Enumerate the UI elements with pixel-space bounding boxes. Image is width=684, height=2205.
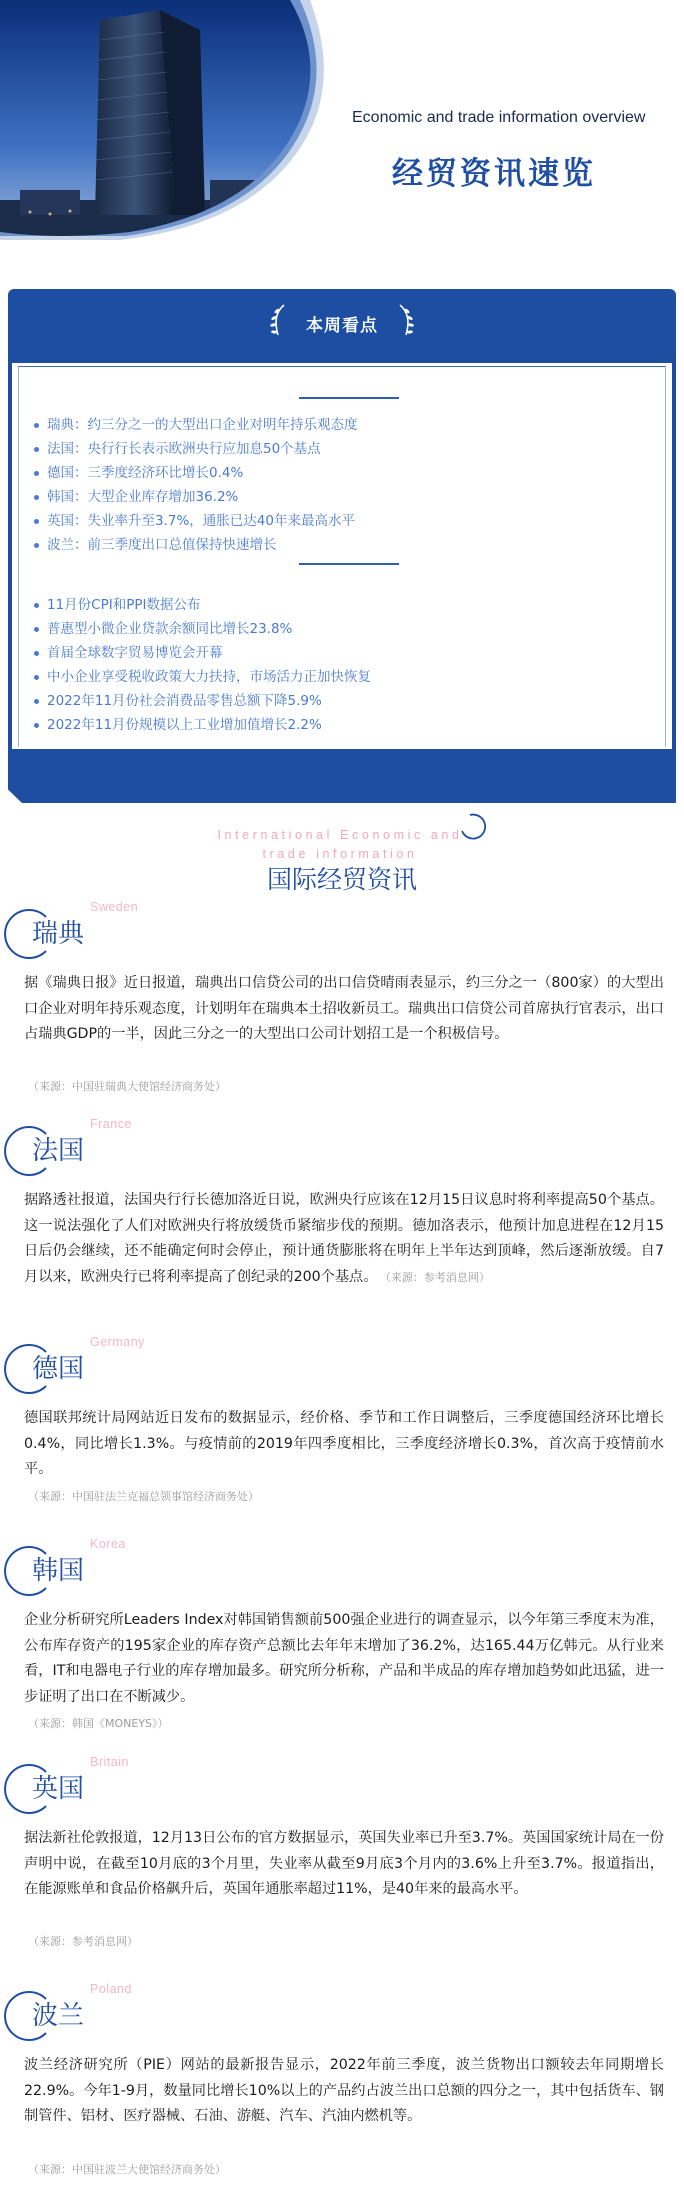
highlight-item[interactable]	[34, 509, 358, 533]
country-name-en: Germany	[90, 1335, 145, 1349]
highlight-link[interactable]: 德国：三季度经济环比增长0.4%	[47, 465, 244, 481]
country-name: 瑞典	[32, 919, 85, 949]
highlights-divider-2	[299, 563, 399, 565]
country-article-text	[24, 1188, 664, 1290]
highlight-item[interactable]	[34, 413, 358, 437]
highlight-item[interactable]	[34, 641, 371, 665]
highlight-item[interactable]	[34, 665, 371, 689]
header-title-cn: 经贸资讯速览	[392, 156, 596, 192]
highlights-divider-1	[299, 397, 399, 399]
highlight-link[interactable]: 2022年11月份规模以上工业增加值增长2.2%	[47, 717, 322, 733]
country-article-text: 波兰经济研究所（PIE）网站的最新报告显示，2022年前三季度，波兰货物出口额较去年同期增长22.9%。今年1-9月，数量同比增长10%以上的产品约占波兰出口总额的四分之一，其中包括货车、钢制管件、铝材、医疗器械、石油、游艇、汽车、汽油内燃机等。	[24, 2057, 664, 2124]
highlight-link[interactable]: 韩国：大型企业库存增加36.2%	[47, 489, 239, 505]
country-source: （来源：参考消息网）	[385, 1270, 490, 1284]
country-name: 韩国	[32, 1556, 85, 1586]
highlights-group-2	[34, 593, 371, 737]
highlight-item[interactable]	[34, 689, 371, 713]
country-name-en: Korea	[90, 1537, 126, 1551]
country-article-body: 据路透社报道，法国央行行长德加洛近日说，欧洲央行应该在12月15日议息时将利率提高50个基点。这一说法强化了人们对欧洲央行将放缓货币紧缩步伐的预期。德加洛表示，他预计加息进程在12月15日后仍会继续，还不能确定何时会停止，预计通货膨胀将在明年上半年达到顶峰，然后逐渐放缓。自7月以来，欧洲央行已将利率提高了创纪录的200个基点。	[24, 1192, 664, 1285]
laurel-right-icon	[390, 301, 420, 339]
country-name-en: France	[90, 1117, 132, 1131]
country-article-text: 德国联邦统计局网站近日发布的数据显示，经价格、季节和工作日调整后，三季度德国经济环比增长0.4%，同比增长1.3%。与疫情前的2019年四季度相比，三季度经济增长0.3%，首次高于疫情前水平。	[24, 1410, 664, 1477]
highlight-link[interactable]: 2022年11月份社会消费品零售总额下降5.9%	[47, 693, 322, 709]
highlights-group-1	[34, 413, 358, 557]
highlight-item[interactable]	[34, 533, 358, 557]
highlight-link[interactable]: 英国：失业率升至3.7%，通胀已达40年来最高水平	[47, 513, 355, 529]
country-source: （来源：韩国《MONEYS》）	[28, 1717, 169, 1730]
hero-skyscraper-image	[0, 0, 330, 240]
country-source: （来源：中国驻法兰克福总领事馆经济商务处）	[28, 1490, 259, 1503]
highlight-link[interactable]: 波兰：前三季度出口总值保持快速增长	[47, 537, 277, 553]
highlight-link[interactable]: 普惠型小微企业贷款余额同比增长23.8%	[47, 621, 293, 637]
country-name-en: Sweden	[90, 900, 139, 914]
section-title-en: International Economic and trade information	[217, 828, 463, 861]
highlights-panel-footer	[8, 749, 676, 803]
highlight-item[interactable]	[34, 461, 358, 485]
country-source: （来源：中国驻瑞典大使馆经济商务处）	[28, 1080, 226, 1093]
highlight-link[interactable]: 瑞典：约三分之一的大型出口企业对明年持乐观态度	[47, 417, 358, 433]
highlights-title: 本周看点	[306, 316, 378, 336]
highlight-link[interactable]: 中小企业享受税收政策大力扶持，市场活力正加快恢复	[47, 669, 371, 685]
country-name: 英国	[32, 1774, 85, 1804]
highlights-panel	[8, 289, 676, 809]
highlight-item[interactable]	[34, 437, 358, 461]
highlight-item[interactable]	[34, 485, 358, 509]
highlight-link[interactable]: 11月份CPI和PPI数据公布	[47, 597, 201, 613]
highlights-panel-body	[8, 363, 676, 753]
country-name: 波兰	[32, 2001, 85, 2031]
highlight-item[interactable]	[34, 617, 371, 641]
country-name: 德国	[32, 1354, 85, 1384]
country-article-text: 企业分析研究所Leaders Index对韩国销售额前500强企业进行的调查显示，以今年第三季度末为准，公布库存资产的195家企业的库存资产总额比去年年末增加了36.2%，达165.44万亿韩元。从行业来看，IT和电器电子行业的库存增加最多。研究所分析称，产品和半成品的库存增加趋势如此迅猛，进一步证明了出口在不断减少。	[24, 1612, 664, 1705]
highlight-link[interactable]: 首届全球数字贸易博览会开幕	[47, 645, 223, 661]
highlight-item[interactable]	[34, 713, 371, 737]
highlights-panel-header	[8, 289, 676, 363]
country-name-en: Britain	[90, 1755, 129, 1769]
header-title-en: Economic and trade information overview	[352, 109, 646, 126]
country-name-en: Poland	[90, 1982, 132, 1996]
highlight-link[interactable]: 法国：央行行长表示欧洲央行应加息50个基点	[47, 441, 321, 457]
country-name: 法国	[32, 1136, 85, 1166]
highlight-item[interactable]	[34, 593, 371, 617]
header-banner	[0, 0, 684, 290]
country-source: （来源：中国驻波兰大使馆经济商务处）	[28, 2163, 226, 2176]
country-article-text: 据《瑞典日报》近日报道，瑞典出口信贷公司的出口信贷晴雨表显示，约三分之一（800家）的大型出口企业对明年持乐观态度，计划明年在瑞典本土招收新员工。瑞典出口信贷公司首席执行官表示，出口占瑞典GDP的一半，因此三分之一的大型出口公司计划招工是一个积极信号。	[24, 975, 664, 1042]
country-article-text: 据法新社伦敦报道，12月13日公布的官方数据显示，英国失业率已升至3.7%。英国国家统计局在一份声明中说，在截至10月底的3个月里，失业率从截至9月底3个月内的3.6%上升至3.7%。报道指出，在能源账单和食品价格飙升后，英国年通胀率超过11%，是40年来的最高水平。	[24, 1830, 664, 1897]
section-title-cn: 国际经贸资讯	[266, 865, 417, 894]
country-source: （来源：参考消息网）	[28, 1935, 138, 1948]
